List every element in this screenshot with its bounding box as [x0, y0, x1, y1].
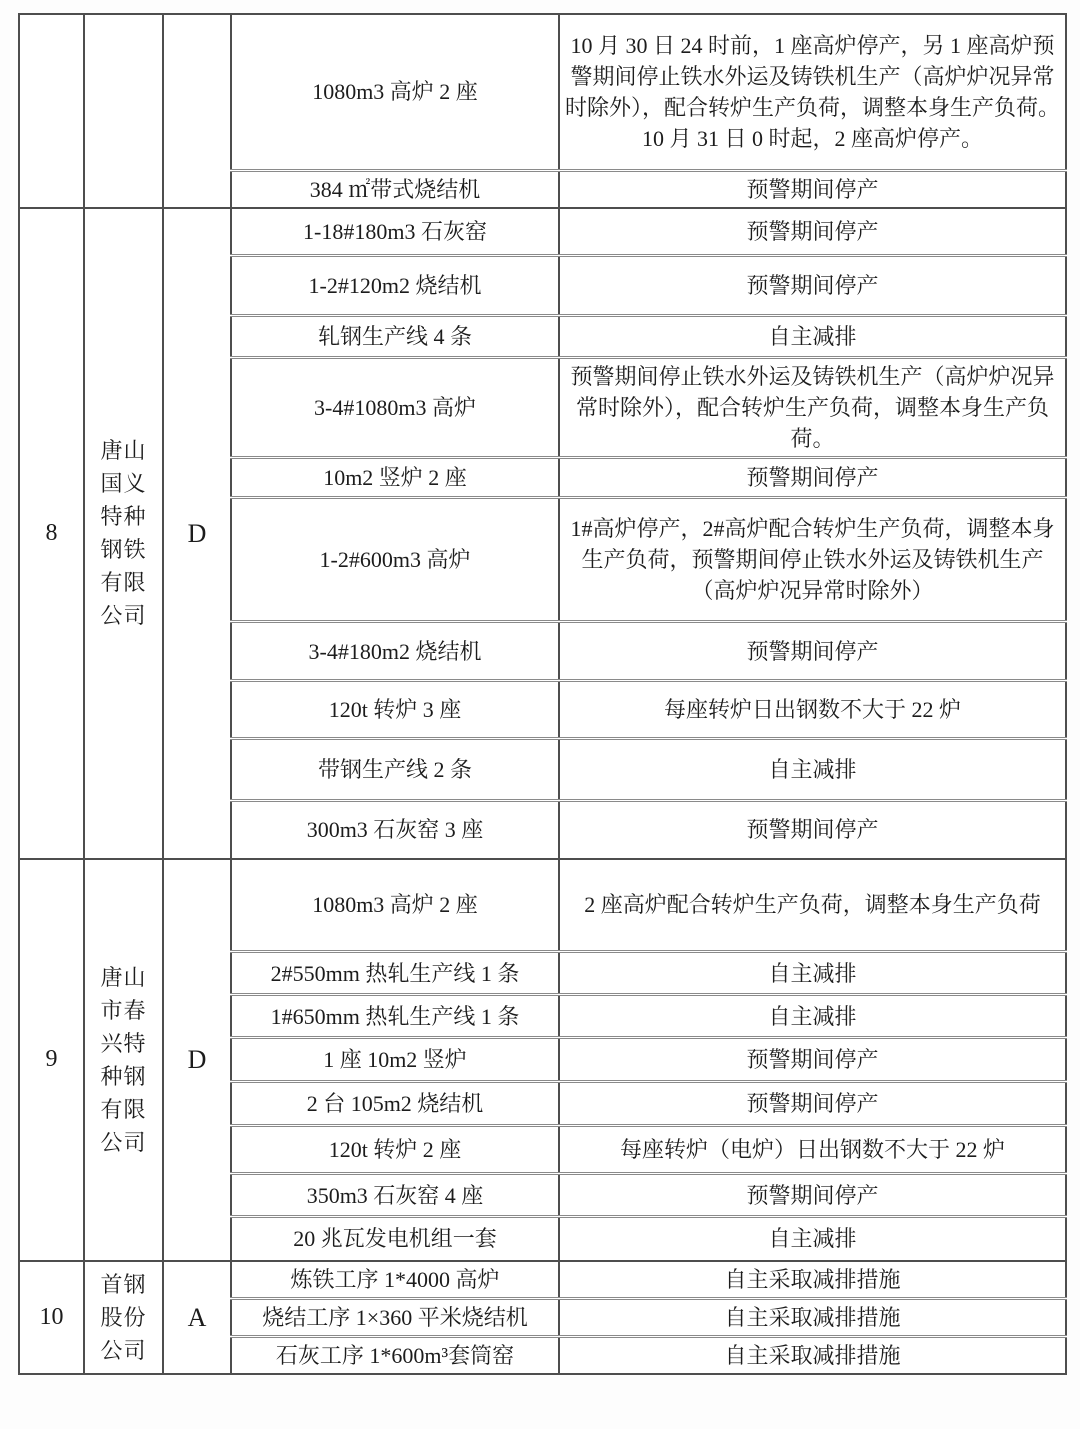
measure-cell: 自主减排 [559, 739, 1066, 801]
equipment-cell: 384 ㎡带式烧结机 [231, 170, 559, 208]
grade-cell: D [163, 859, 231, 1261]
grade-cell: A [163, 1261, 231, 1374]
measure-cell: 自主采取减排措施 [559, 1298, 1066, 1336]
company-name-cell [84, 1261, 163, 1374]
measure-cell: 自主减排 [559, 952, 1066, 995]
company-name-cell [84, 14, 163, 208]
equipment-cell: 1-18#180m3 石灰窑 [231, 208, 559, 256]
measure-cell: 自主减排 [559, 995, 1066, 1038]
measure-cell: 预警期间停产 [559, 458, 1066, 498]
company-name-cell [84, 859, 163, 1261]
measure-cell: 预警期间停产 [559, 256, 1066, 316]
measure-cell: 1#高炉停产，2#高炉配合转炉生产负荷，调整本身生产负荷，预警期间停止铁水外运及铸铁机生产（高炉炉况异常时除外） [559, 498, 1066, 622]
grade-cell: D [163, 208, 231, 859]
row-number-cell: 9 [19, 859, 84, 1261]
equipment-cell: 120t 转炉 2 座 [231, 1126, 559, 1174]
equipment-cell: 350m3 石灰窑 4 座 [231, 1174, 559, 1217]
production-restriction-table [18, 13, 1067, 1375]
company-name: 唐山市春兴特种钢有限公司 [100, 964, 147, 1155]
equipment-cell: 20 兆瓦发电机组一套 [231, 1217, 559, 1261]
company-name: 首钢股份公司 [100, 1271, 147, 1363]
measure-cell: 预警期间停产 [559, 1082, 1066, 1126]
table-row [19, 1261, 1066, 1299]
measure-cell: 预警期间停产 [559, 622, 1066, 681]
equipment-cell: 带钢生产线 2 条 [231, 739, 559, 801]
measure-cell: 2 座高炉配合转炉生产负荷，调整本身生产负荷 [559, 859, 1066, 952]
measure-cell: 10 月 30 日 24 时前，1 座高炉停产，另 1 座高炉预警期间停止铁水外运及铸铁机生产（高炉炉况异常时除外），配合转炉生产负荷，调整本身生产负荷。10 月 31 日 0 时起，2 座高炉停产。 [559, 14, 1066, 170]
equipment-cell: 1-2#600m3 高炉 [231, 498, 559, 622]
measure-cell: 预警期间停止铁水外运及铸铁机生产（高炉炉况异常时除外），配合转炉生产负荷，调整本身生产负荷。 [559, 358, 1066, 458]
equipment-cell: 3-4#1080m3 高炉 [231, 358, 559, 458]
equipment-cell: 10m2 竖炉 2 座 [231, 458, 559, 498]
measure-cell: 自主减排 [559, 1217, 1066, 1261]
row-number-cell [19, 14, 84, 208]
equipment-cell: 300m3 石灰窑 3 座 [231, 801, 559, 859]
measure-cell: 每座转炉日出钢数不大于 22 炉 [559, 681, 1066, 739]
equipment-cell: 1 座 10m2 竖炉 [231, 1038, 559, 1082]
measure-cell: 自主采取减排措施 [559, 1336, 1066, 1374]
measure-cell: 自主减排 [559, 316, 1066, 358]
equipment-cell: 轧钢生产线 4 条 [231, 316, 559, 358]
measure-cell: 预警期间停产 [559, 208, 1066, 256]
measure-cell: 自主采取减排措施 [559, 1261, 1066, 1299]
equipment-cell: 1#650mm 热轧生产线 1 条 [231, 995, 559, 1038]
company-name-cell [84, 208, 163, 859]
equipment-cell: 1-2#120m2 烧结机 [231, 256, 559, 316]
measure-cell: 每座转炉（电炉）日出钢数不大于 22 炉 [559, 1126, 1066, 1174]
equipment-cell: 2#550mm 热轧生产线 1 条 [231, 952, 559, 995]
equipment-cell: 120t 转炉 3 座 [231, 681, 559, 739]
equipment-cell: 2 台 105m2 烧结机 [231, 1082, 559, 1126]
equipment-cell: 1080m3 高炉 2 座 [231, 859, 559, 952]
measure-cell: 预警期间停产 [559, 1038, 1066, 1082]
measure-cell: 预警期间停产 [559, 801, 1066, 859]
company-name: 唐山国义特种钢铁有限公司 [100, 438, 147, 628]
table-row [19, 859, 1066, 952]
equipment-cell: 烧结工序 1×360 平米烧结机 [231, 1298, 559, 1336]
measure-cell: 预警期间停产 [559, 170, 1066, 208]
measure-cell: 预警期间停产 [559, 1174, 1066, 1217]
equipment-cell: 3-4#180m2 烧结机 [231, 622, 559, 681]
row-number-cell: 8 [19, 208, 84, 859]
row-number-cell: 10 [19, 1261, 84, 1374]
table-row [19, 208, 1066, 256]
equipment-cell: 石灰工序 1*600m³套筒窑 [231, 1336, 559, 1374]
equipment-cell: 1080m3 高炉 2 座 [231, 14, 559, 170]
table-row [19, 14, 1066, 170]
grade-cell [163, 14, 231, 208]
equipment-cell: 炼铁工序 1*4000 高炉 [231, 1261, 559, 1299]
